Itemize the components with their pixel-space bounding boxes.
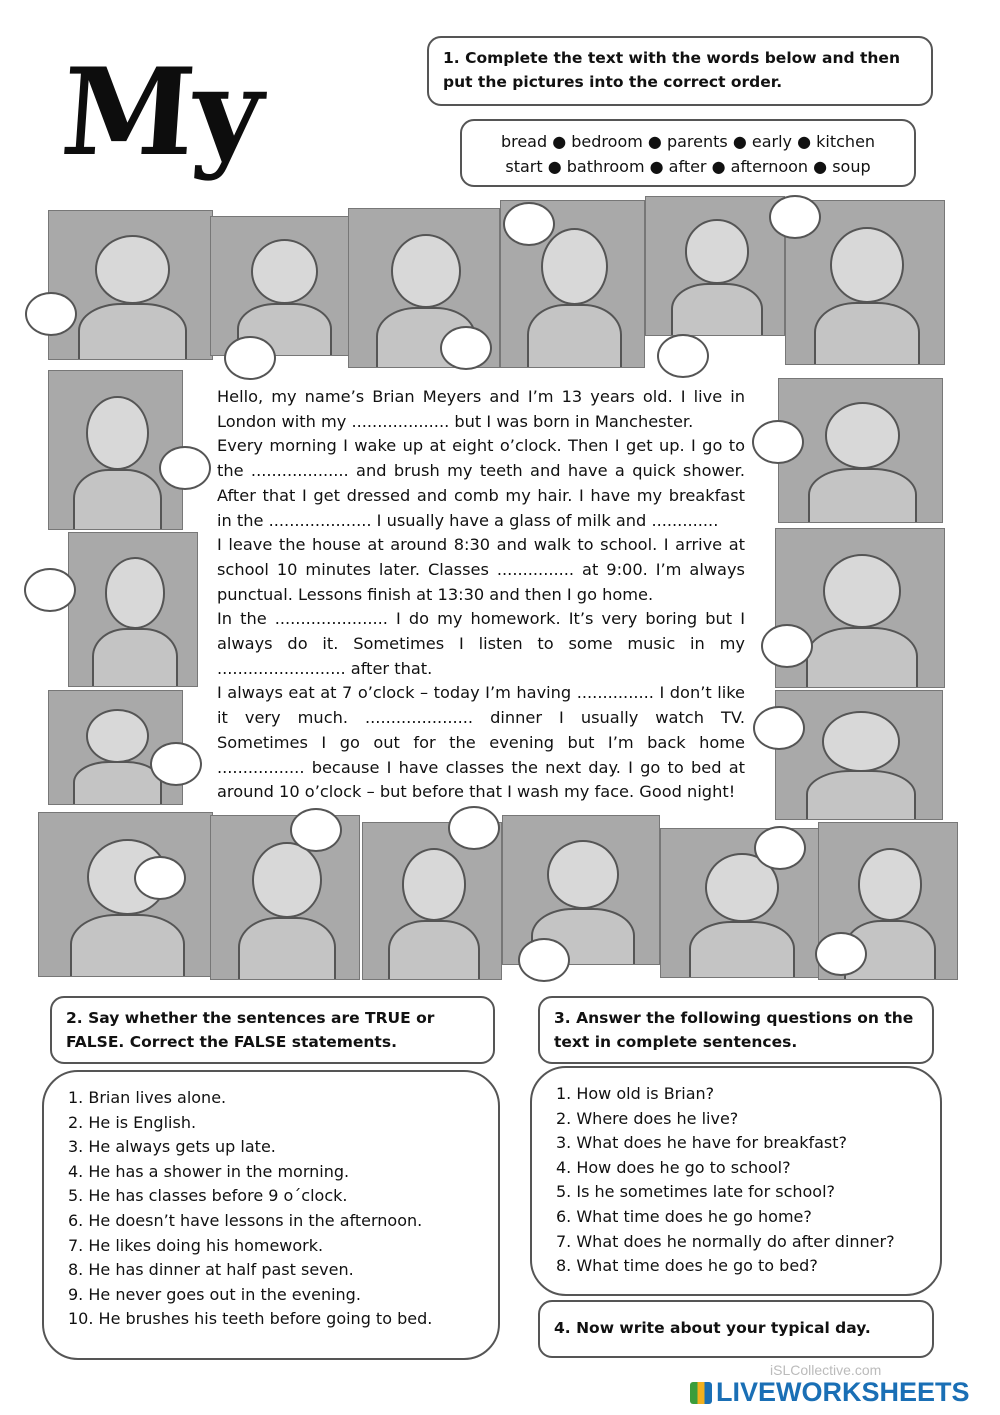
question-item: 4. How does he go to school? [556, 1157, 791, 1177]
order-circle-4[interactable] [503, 202, 555, 246]
order-circle-16[interactable] [518, 938, 570, 982]
picture-waking-up [645, 196, 785, 336]
order-circle-9[interactable] [150, 742, 202, 786]
question-item: 3. What does he have for breakfast? [556, 1133, 848, 1153]
picture-shower [38, 812, 213, 977]
order-circle-11[interactable] [761, 624, 813, 668]
order-circle-15[interactable] [448, 806, 500, 850]
footer-brand: LIVEWORKSHEETS [716, 1377, 970, 1407]
true-false-item: 7. He likes doing his homework. [68, 1235, 324, 1255]
word-bank-line-1: bread ● bedroom ● parents ● early ● kitchen [500, 132, 876, 151]
order-circle-2[interactable] [224, 336, 276, 380]
order-circle-12[interactable] [753, 706, 805, 750]
exercise-3-list [530, 1066, 942, 1296]
order-circle-7[interactable] [159, 446, 211, 490]
exercise-3-heading-text: 3. Answer the following questions on the text in complete sentences. [554, 1009, 914, 1051]
question-item: 6. What time does he go home? [556, 1206, 812, 1226]
question-item: 5. Is he sometimes late for school? [556, 1182, 836, 1202]
order-circle-8[interactable] [24, 568, 76, 612]
question-item: 2. Where does he live? [556, 1108, 739, 1128]
story-paragraph-1: Hello, my name’s Brian Meyers and I’m 13 years old. I live in London with my ................... but I was born in Manchester. [217, 387, 745, 431]
exercise-1-heading-text: 1. Complete the text with the words below and then put the pictures into the correct order. [443, 49, 900, 91]
picture-alarm-clock [502, 815, 660, 965]
true-false-item: 4. He has a shower in the morning. [68, 1161, 350, 1181]
liveworksheets-logo-icon [690, 1382, 712, 1404]
picture-homework [48, 210, 213, 360]
exercise-4-heading-text: 4. Now write about your typical day. [554, 1319, 871, 1337]
order-circle-17[interactable] [754, 826, 806, 870]
story-paragraph-4: In the ...................... I do my homework. It’s very boring but I always do it. Sometimes I listen to some music in my ......................... after that. [217, 609, 745, 678]
true-false-item: 9. He never goes out in the evening. [68, 1284, 361, 1304]
picture-night [48, 370, 183, 530]
watermark: iSLCollective.com [770, 1362, 882, 1378]
exercise-2-heading-text: 2. Say whether the sentences are TRUE or FALSE. Correct the FALSE statements. [66, 1009, 435, 1051]
exercise-3-heading [538, 996, 934, 1064]
word-bank [460, 119, 916, 187]
exercise-2-list [42, 1070, 500, 1360]
picture-walking-home [778, 378, 943, 523]
true-false-item: 6. He doesn’t have lessons in the afternoon. [68, 1210, 423, 1230]
exercise-1-heading [427, 36, 933, 106]
order-circle-6[interactable] [769, 195, 821, 239]
question-item: 7. What does he normally do after dinner? [556, 1231, 895, 1251]
story-paragraph-3: I leave the house at around 8:30 and walk to school. I arrive at school 10 minutes later. Classes ............... at 9:00. I’m always punctual. Lessons finish at 13:30 and then I go home. [217, 535, 745, 604]
story-text [217, 385, 745, 805]
order-circle-10[interactable] [752, 420, 804, 464]
order-circle-13[interactable] [134, 856, 186, 900]
liveworksheets-footer[interactable] [690, 1372, 990, 1412]
order-circle-3[interactable] [440, 326, 492, 370]
true-false-item: 3. He always gets up late. [68, 1137, 276, 1157]
question-item: 1. How old is Brian? [556, 1084, 715, 1103]
order-circle-5[interactable] [657, 334, 709, 378]
picture-breakfast [68, 532, 198, 687]
story-paragraph-2: Every morning I wake up at eight o’clock. Then I get up. I go to the ................... and brush my teeth and have a quick shower. After that I get dressed and comb my hair. I have my breakfast in the .................... I usually have a glass of milk and ............. [217, 436, 745, 530]
picture-comb-hair [210, 216, 355, 356]
order-circle-18[interactable] [815, 932, 867, 976]
true-false-item: 8. He has dinner at half past seven. [68, 1260, 354, 1280]
exercise-4-heading [538, 1300, 934, 1358]
question-item: 8. What time does he go to bed? [556, 1256, 818, 1276]
true-false-item: 1. Brian lives alone. [68, 1088, 227, 1107]
order-circle-14[interactable] [290, 808, 342, 852]
true-false-item: 2. He is English. [68, 1112, 197, 1132]
order-circle-1[interactable] [25, 292, 77, 336]
exercise-2-heading [50, 996, 495, 1064]
picture-desk-homework [775, 690, 943, 820]
page-title: My [57, 42, 266, 183]
true-false-item: 5. He has classes before 9 o´clock. [68, 1186, 348, 1206]
word-bank-line-2: start ● bathroom ● after ● afternoon ● soup [505, 157, 871, 176]
story-paragraph-5: I always eat at 7 o’clock – today I’m having ............... I don’t like it very much. ..................... dinner I usually watch TV. Sometimes I go out for the evening but I’m back home ................. because I have classes the next day. I go to bed at around 10 o’clock – but before that I wash my face. Good night! [217, 683, 745, 802]
true-false-item: 10. He brushes his teeth before going to bed. [68, 1309, 433, 1329]
